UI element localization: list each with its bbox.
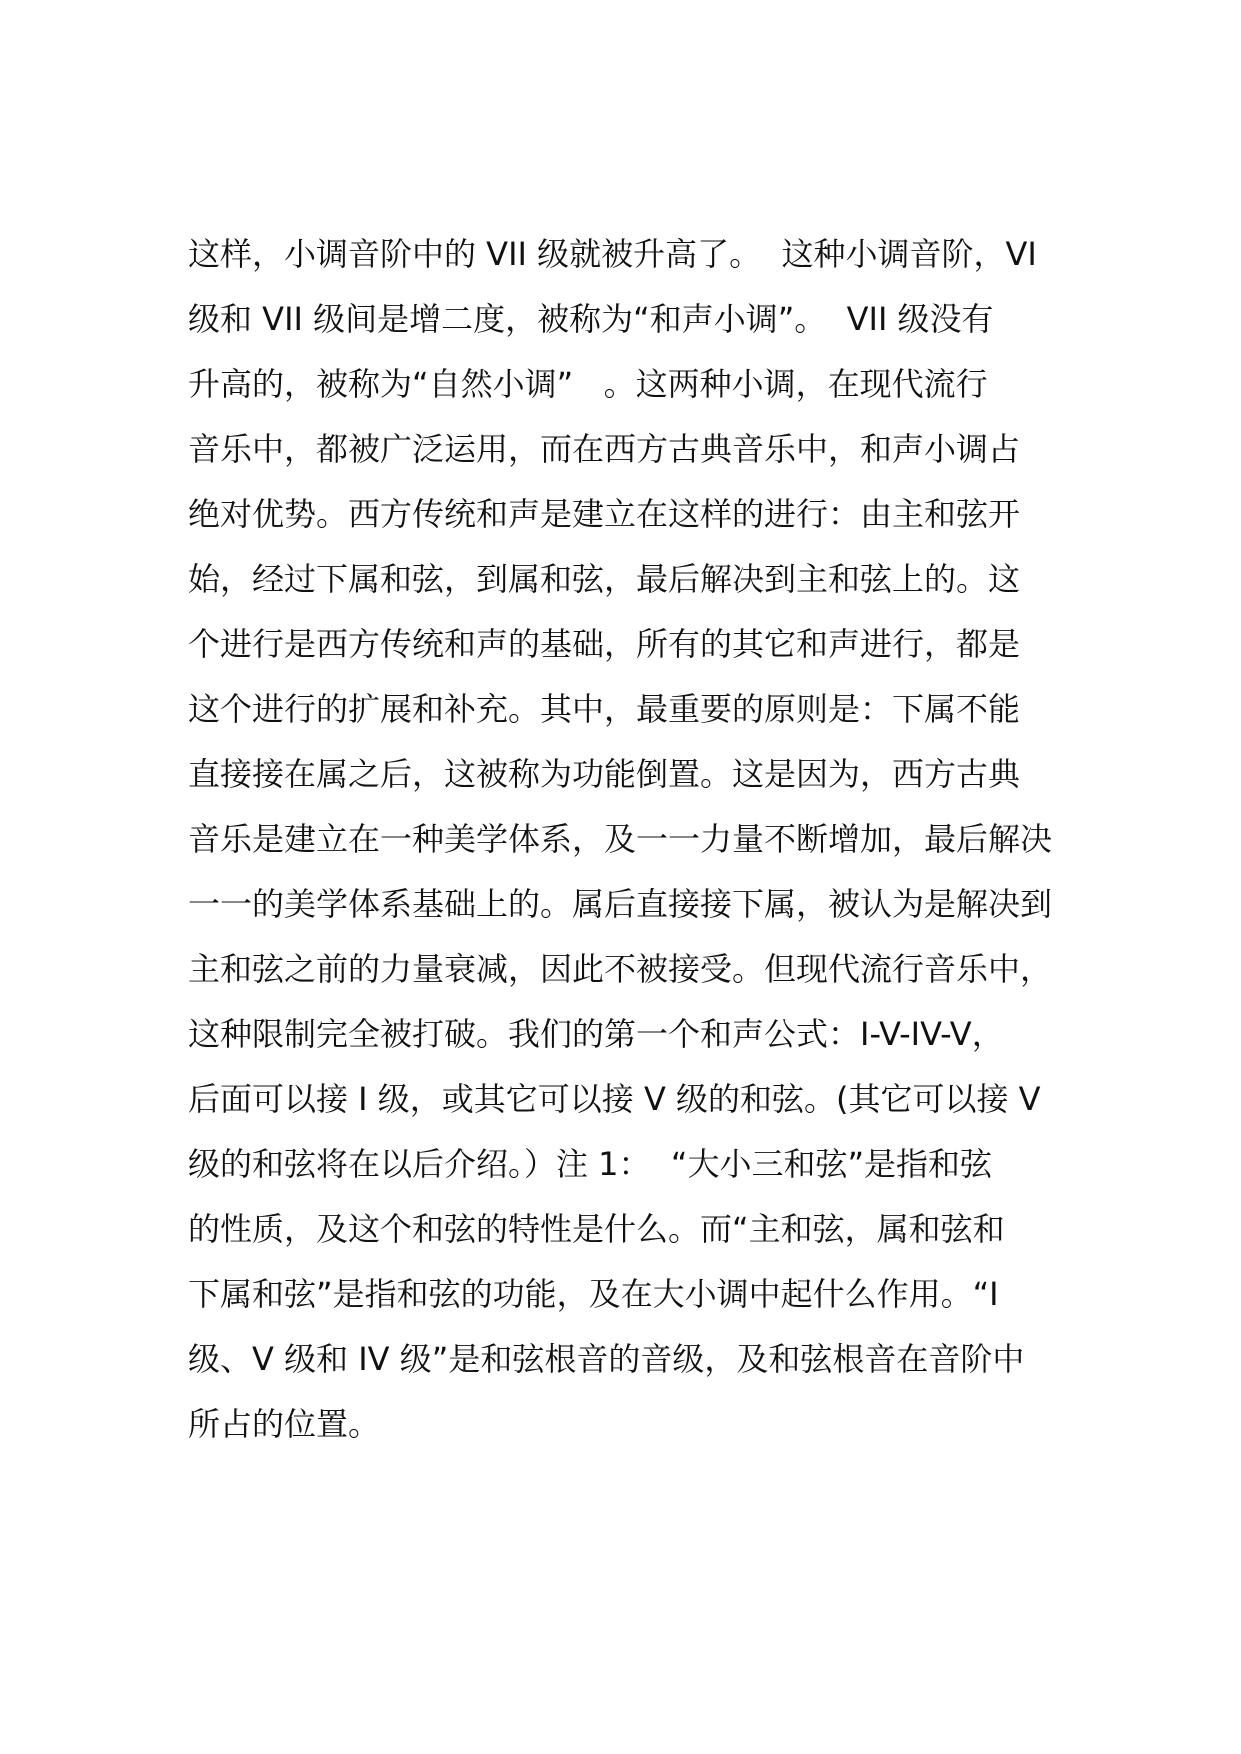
text-line-13: 这种限制完全被打破。我们的第一个和声公式：I-V-IV-V， [188, 1015, 1004, 1053]
text-line-11: 一一的美学体系基础上的。属后直接接下属，被认为是解决到 [188, 885, 1053, 923]
text-line-5: 绝对优势。西方传统和声是建立在这样的进行：由主和弦开 [188, 495, 1021, 533]
text-line-16: 的性质，及这个和弦的特性是什么。而“主和弦，属和弦和 [188, 1210, 1005, 1248]
text-line-8: 这个进行的扩展和补充。其中，最重要的原则是：下属不能 [188, 690, 1021, 728]
text-line-3: 升高的，被称为“自然小调” 。这两种小调，在现代流行 [188, 365, 988, 403]
text-line-7: 个进行是西方传统和声的基础，所有的其它和声进行，都是 [188, 625, 1021, 663]
text-line-12: 主和弦之前的力量衰减，因此不被接受。但现代流行音乐中， [188, 950, 1053, 988]
text-line-9: 直接接在属之后，这被称为功能倒置。这是因为，西方古典 [188, 755, 1021, 793]
text-line-6: 始，经过下属和弦，到属和弦，最后解决到主和弦上的。这 [188, 560, 1021, 598]
text-line-14: 后面可以接 I 级，或其它可以接 V 级的和弦。(其它可以接 V [188, 1080, 1041, 1118]
text-line-17: 下属和弦”是指和弦的功能，及在大小调中起什么作用。“I [188, 1275, 999, 1313]
text-line-4: 音乐中，都被广泛运用，而在西方古典音乐中，和声小调占 [188, 430, 1021, 468]
text-line-19: 所占的位置。 [188, 1405, 381, 1443]
text-line-1: 这样，小调音阶中的 VII 级就被升高了。 这种小调音阶，VI [188, 235, 1037, 273]
text-line-18: 级、V 级和 IV 级”是和弦根音的音级，及和弦根音在音阶中 [188, 1340, 1025, 1378]
text-line-2: 级和 VII 级间是增二度，被称为“和声小调”。 VII 级没有 [188, 300, 994, 338]
body-paragraph [188, 222, 1068, 1457]
text-line-10: 音乐是建立在一种美学体系，及一一力量不断增加，最后解决 [188, 820, 1053, 858]
text-line-15: 级的和弦将在以后介绍。）注 1： “大小三和弦”是指和弦 [188, 1145, 993, 1183]
